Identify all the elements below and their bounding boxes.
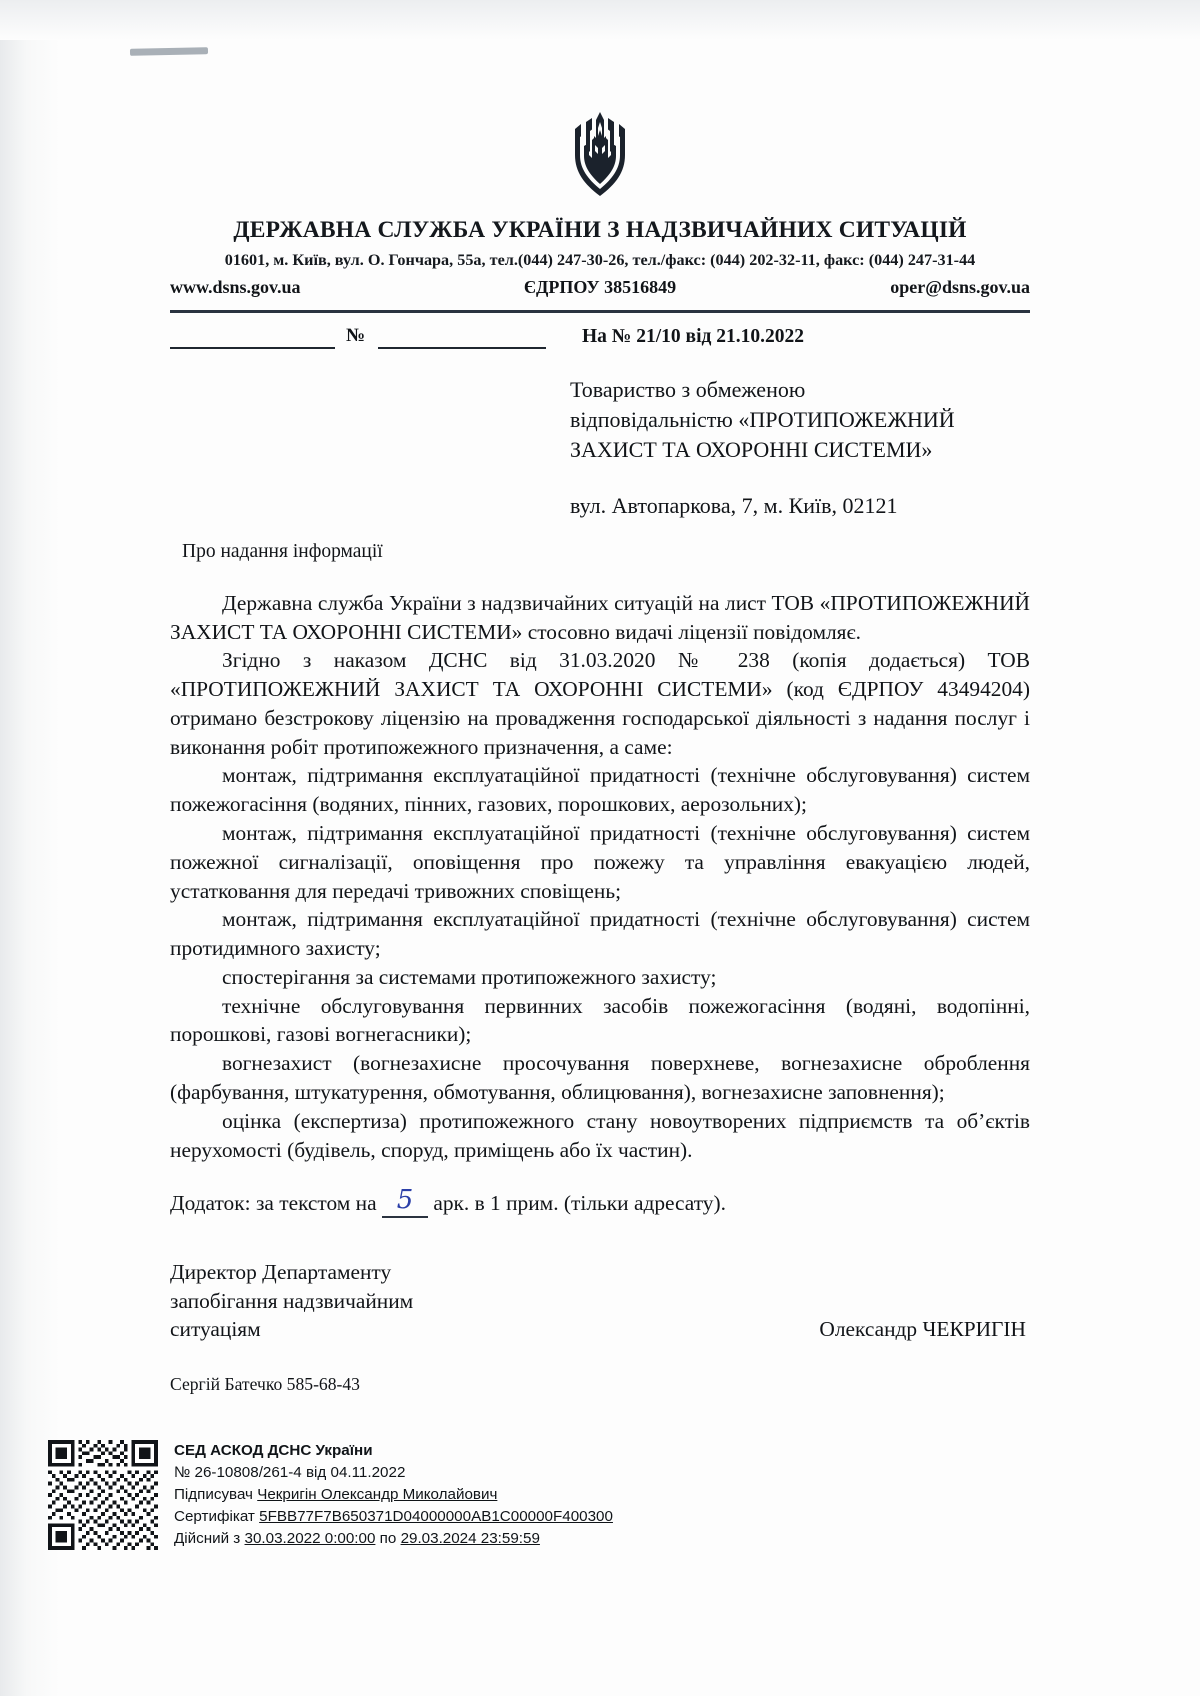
signature-block — [170, 1258, 1030, 1343]
eds-certificate-value: 5FBB77F7B650371D04000000AB1C00000F400300 — [259, 1507, 613, 1525]
eds-registration: № 26-10808/261-4 від 04.11.2022 — [174, 1463, 406, 1481]
body-list-item-1: монтаж, підтримання експлуатаційної придатності (технічне обслуговування) систем пожежогасіння (водяних, пінних, газових, порошкових, аерозольних); — [170, 763, 1030, 817]
addressee-line-2: відповідальністю «ПРОТИПОЖЕЖНИЙ — [570, 406, 955, 432]
organization-identifiers — [170, 277, 1030, 301]
website-link[interactable]: www.dsns.gov.ua — [170, 277, 301, 297]
attachment-suffix: арк. в 1 прим. (тільки адресату). — [433, 1191, 726, 1216]
body-list-item-5: технічне обслуговування первинних засобів пожежогасіння (водяні, водопінні, порошкові, газові вогнегасники); — [170, 993, 1030, 1047]
body-list-item-7: оцінка (експертиза) протипожежного стану новоутворених підприємств та об’єктів нерухомості (будівель, споруд, приміщень або їх частин). — [170, 1108, 1030, 1162]
letterhead-divider — [170, 310, 1030, 313]
eds-certificate-row — [174, 1506, 613, 1528]
letterhead — [0, 217, 1200, 313]
eds-validity-row — [174, 1528, 613, 1550]
number-symbol: № — [346, 325, 366, 346]
body-paragraph-1: Державна служба України з надзвичайних ситуацій на лист ТОВ «ПРОТИПОЖЕЖНИЙ ЗАХИСТ ТА ОХОРОННІ СИСТЕМИ» стосовно видачі ліцензії повідомляє. — [170, 590, 1030, 644]
attachment-pages-value: 5 — [396, 1185, 414, 1216]
eds-certificate-label: Сертифікат — [174, 1507, 255, 1525]
qr-code-icon — [48, 1440, 158, 1550]
body-list-item-3: монтаж, підтримання експлуатаційної придатності (технічне обслуговування) систем протидимного захисту; — [170, 907, 1030, 961]
attachment-prefix: Додаток: за текстом на — [170, 1191, 377, 1216]
body-list-item-6: вогнезахист (вогнезахисне просочування поверхневе, вогнезахисне оброблення (фарбування, штукатурення, обмотування, облицювання), вогнезахисне заповнення); — [170, 1051, 1030, 1104]
letter-body — [170, 589, 1030, 1165]
outgoing-date-blank[interactable] — [170, 347, 335, 349]
ukraine-trident-emblem-icon — [561, 108, 639, 206]
outgoing-number-blank[interactable] — [378, 347, 546, 349]
eds-valid-mid: по — [379, 1529, 397, 1547]
incoming-reference: На № 21/10 від 21.10.2022 — [582, 326, 804, 347]
addressee-line-1: Товариство з обмеженою — [570, 377, 806, 402]
addressee-block — [570, 375, 1050, 465]
eds-signer-label: Підписувач — [174, 1485, 253, 1503]
letter-subject: Про надання інформації — [182, 540, 383, 562]
digital-signature-footer — [48, 1440, 748, 1550]
body-paragraph-2: Згідно з наказом ДСНС від 31.03.2020 № 238 (копія додається) ТОВ «ПРОТИПОЖЕЖНИЙ ЗАХИСТ ТА ОХОРОННІ СИСТЕМИ» (код ЄДРПОУ 43494204) отримано безстрокову ліцензію на провадження господарської діяльності з надання послуг і виконання робіт протипожежного призначення, а саме: — [170, 648, 1030, 759]
eds-signer-name: Чекригін Олександр Миколайович — [257, 1485, 498, 1503]
signer-title — [170, 1258, 590, 1343]
digital-signature-info — [174, 1440, 613, 1549]
signer-title-line-3: ситуаціям — [170, 1317, 261, 1342]
edrpou-code: ЄДРПОУ 38516849 — [523, 277, 677, 297]
eds-signer-row — [174, 1484, 613, 1506]
signer-title-line-2: запобігання надзвичайним — [170, 1288, 414, 1313]
signer-title-line-1: Директор Департаменту — [170, 1260, 392, 1285]
organization-name: ДЕРЖАВНА СЛУЖБА УКРАЇНИ З НАДЗВИЧАЙНИХ СИТУАЦІЙ — [233, 217, 967, 243]
executor-contact: Сергій Батечко 585-68-43 — [170, 1373, 360, 1394]
addressee-line-3: ЗАХИСТ ТА ОХОРОННІ СИСТЕМИ» — [570, 436, 933, 462]
addressee-address: вул. Автопаркова, 7, м. Київ, 02121 — [570, 492, 898, 518]
eds-system — [174, 1440, 613, 1462]
eds-valid-to: 29.03.2024 23:59:59 — [400, 1529, 540, 1547]
eds-system-text: СЕД АСКОД ДСНС України — [174, 1442, 373, 1459]
signer-name: Олександр ЧЕКРИГІН — [819, 1317, 1026, 1342]
eds-valid-from: 30.03.2022 0:00:00 — [244, 1529, 376, 1547]
body-list-item-2: монтаж, підтримання експлуатаційної придатності (технічне обслуговування) систем пожежної сигналізації, оповіщення про пожежу та управління евакуацією людей, устатковання для передачі тривожних сповіщень; — [170, 820, 1030, 903]
emblem-container — [0, 0, 1200, 211]
attachment-pages-field[interactable] — [382, 1185, 428, 1218]
reference-line — [170, 327, 1030, 355]
body-list-item-4: спостерігання за системами протипожежного захисту; — [222, 964, 717, 989]
email-link[interactable]: oper@dsns.gov.ua — [890, 277, 1030, 297]
eds-validity-label: Дійсний з — [174, 1529, 241, 1547]
attachment-note — [170, 1185, 1030, 1218]
organization-contacts: 01601, м. Київ, вул. О. Гончара, 55а, тел.(044) 247-30-26, тел./факс: (044) 202-32-11, факс: (044) 247-31-44 — [224, 251, 976, 269]
